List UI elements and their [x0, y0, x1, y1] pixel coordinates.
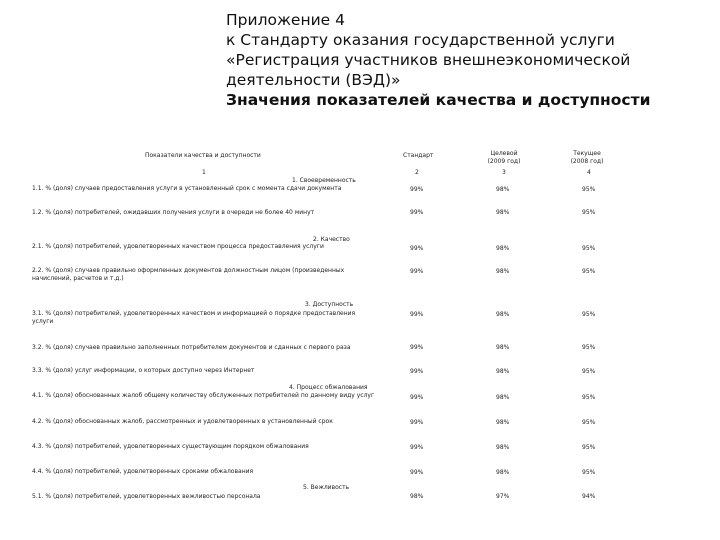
current-value: 95% [582, 209, 596, 216]
standard-value: 99% [410, 368, 424, 375]
col-header-target: Целевой (2009 год) [487, 150, 521, 165]
current-value: 95% [582, 186, 596, 193]
standard-value: 99% [410, 311, 424, 318]
target-value: 98% [496, 344, 510, 351]
current-value: 95% [582, 469, 596, 476]
standard-value: 99% [410, 344, 424, 351]
standard-value: 99% [410, 186, 424, 193]
section-heading-timeliness: 1. Своевременность [292, 177, 356, 184]
standard-value: 99% [410, 209, 424, 216]
table-row-label: 3.2. % (доля) случаев правильно заполненных потребителем документов и сданных с первого раза [32, 344, 351, 351]
table-row-label: 4.2. % (доля) обоснованных жалоб, рассмотренных и удовлетворенных в установленный срок [32, 418, 333, 425]
standard-value: 99% [410, 469, 424, 476]
table-row-label: 4.4. % (доля) потребителей, удовлетворенных сроками обжалования [32, 468, 254, 475]
section-heading-politeness: 5. Вежливость [303, 484, 350, 491]
col-number-3: 3 [502, 169, 506, 176]
target-value: 98% [496, 245, 510, 252]
table-row-label: 3.3. % (доля) услуг информации, о которых доступно через Интернет [32, 367, 255, 374]
section-heading-quality: 2. Качество [313, 236, 350, 243]
standard-value: 99% [410, 419, 424, 426]
page-title: Значения показателей качества и доступности [226, 91, 651, 109]
standard-value: 99% [410, 245, 424, 252]
current-value: 95% [582, 368, 596, 375]
current-value: 95% [582, 344, 596, 351]
table-row-label: 5.1. % (доля) потребителей, удовлетворенных вежливостью персонала [32, 493, 261, 500]
standard-value: 99% [410, 268, 424, 275]
section-heading-accessibility: 3. Доступность [305, 301, 354, 308]
appendix-reference: к Стандарту оказания государственной услуги [226, 31, 615, 49]
document-header [226, 10, 706, 110]
table-row-label: 4.1. % (доля) обоснованных жалоб общему количеству обслуженных потребителей по данному виду услуг [32, 392, 375, 399]
current-value: 94% [582, 493, 596, 500]
table-row-label: 3.1. % (доля) потребителей, удовлетворенных качеством и информацией о порядке предоставления услуги [32, 310, 356, 325]
target-value: 98% [496, 469, 510, 476]
target-value: 98% [496, 186, 510, 193]
target-value: 98% [496, 268, 510, 275]
col-number-2: 2 [415, 169, 419, 176]
table-row-label: 4.3. % (доля) потребителей, удовлетворенных существующим порядком обжалования [32, 443, 309, 450]
section-heading-appeals: 4. Процесс обжалования [289, 384, 368, 391]
target-value: 97% [496, 493, 510, 500]
target-value: 98% [496, 368, 510, 375]
col-header-standard: Стандарт [403, 152, 434, 159]
col-header-current: Текущее (2008 год) [570, 150, 604, 165]
col-number-4: 4 [587, 169, 591, 176]
current-value: 95% [582, 311, 596, 318]
table-row-label: 2.2. % (доля) случаев правильно оформленных документов должностным лицом (произведенных начислений, расчетов и т.д.) [32, 267, 345, 282]
col-header-indicator: Показатели качества и доступности [145, 152, 261, 159]
standard-value: 99% [410, 394, 424, 401]
current-value: 95% [582, 444, 596, 451]
target-value: 98% [496, 419, 510, 426]
service-name-cont: деятельности (ВЭД)» [226, 71, 401, 89]
table-row-label: 2.1. % (доля) потребителей, удовлетворенных качеством процесса предоставления услуги [32, 243, 324, 250]
target-value: 98% [496, 311, 510, 318]
current-value: 95% [582, 245, 596, 252]
appendix-number: Приложение 4 [226, 11, 345, 29]
standard-value: 99% [410, 444, 424, 451]
target-value: 98% [496, 394, 510, 401]
target-value: 98% [496, 209, 510, 216]
standard-value: 98% [410, 493, 424, 500]
table-row-label: 1.2. % (доля) потребителей, ожидавших получения услуги в очереди не более 40 минут [32, 209, 315, 216]
service-name: «Регистрация участников внешнеэкономической [226, 51, 631, 69]
current-value: 95% [582, 394, 596, 401]
current-value: 95% [582, 268, 596, 275]
target-value: 98% [496, 444, 510, 451]
table-row-label: 1.1. % (доля) случаев предоставления услуги в установленный срок с момента сдачи документа [32, 185, 342, 192]
current-value: 95% [582, 419, 596, 426]
col-number-1: 1 [202, 169, 206, 176]
